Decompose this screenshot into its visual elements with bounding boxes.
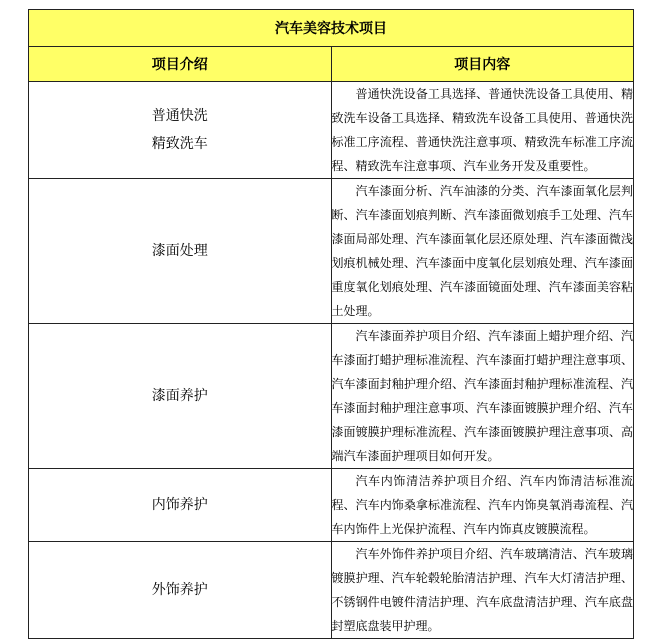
table-title: 汽车美容技术项目 (29, 10, 634, 47)
row-category (29, 469, 332, 542)
table-row (29, 179, 634, 324)
header-content: 项目内容 (331, 47, 634, 82)
row-content: 汽车漆面分析、汽车油漆的分类、汽车漆面氧化层判断、汽车漆面划痕判断、汽车漆面微划痕手工处理、汽车漆面局部处理、汽车漆面氧化层还原处理、汽车漆面微浅划痕机械处理、汽车漆面中度氧化层划痕处理、汽车漆面重度氧化划痕处理、汽车漆面镜面处理、汽车漆面美容粘土处理。 (331, 179, 634, 324)
row-content: 汽车漆面养护项目介绍、汽车漆面上蜡护理介绍、汽车漆面打蜡护理标准流程、汽车漆面打蜡护理注意事项、汽车漆面封釉护理介绍、汽车漆面封釉护理标准流程、汽车漆面封釉护理注意事项、汽车漆面镀膜护理介绍、汽车漆面镀膜护理标准流程、汽车漆面镀膜护理注意事项、高端汽车漆面护理项目如何开发。 (331, 324, 634, 469)
table-header-row (29, 47, 634, 82)
table-row (29, 542, 634, 639)
row-category (29, 324, 332, 469)
row-category (29, 179, 332, 324)
table-row (29, 324, 634, 469)
category-line: 漆面养护 (151, 388, 208, 404)
header-category: 项目介绍 (29, 47, 332, 82)
row-category (29, 82, 332, 179)
table-title-row (29, 10, 634, 47)
table-row (29, 469, 634, 542)
row-content: 汽车内饰清洁养护项目介绍、汽车内饰清洁标准流程、汽车内饰桑拿标准流程、汽车内饰臭氧消毒流程、汽车内饰件上光保护流程、汽车内饰真皮镀膜流程。 (331, 469, 634, 542)
row-content: 普通快洗设备工具选择、普通快洗设备工具使用、精致洗车设备工具选择、精致洗车设备工具使用、普通快洗标准工序流程、普通快洗注意事项、精致洗车标准工序流程、精致洗车注意事项、汽车业务开发及重要性。 (331, 82, 634, 179)
row-category (29, 542, 332, 639)
row-content: 汽车外饰件养护项目介绍、汽车玻璃清洁、汽车玻璃镀膜护理、汽车轮毂轮胎清洁护理、汽车大灯清洁护理、不锈钢件电镀件清洁护理、汽车底盘清洁护理、汽车底盘封塑底盘装甲护理。 (331, 542, 634, 639)
table-row (29, 82, 634, 179)
category-line: 漆面处理 (151, 243, 208, 259)
category-line: 外饰养护 (151, 582, 208, 598)
category-line: 内饰养护 (151, 497, 208, 513)
category-line: 精致洗车 (151, 136, 208, 152)
category-line: 普通快洗 (151, 108, 208, 124)
tech-items-table (28, 9, 634, 639)
